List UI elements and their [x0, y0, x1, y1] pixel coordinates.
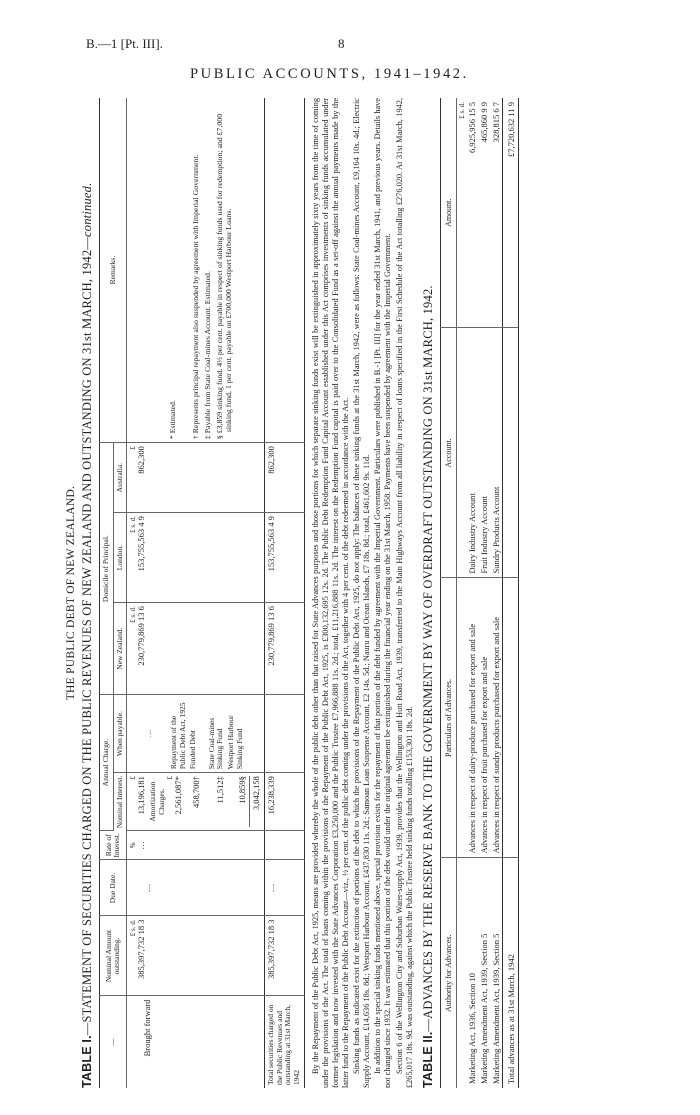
- remarks-cell: [127, 98, 265, 443]
- page-number: 8: [338, 36, 345, 51]
- table1-continued: continued.: [80, 182, 94, 237]
- note-paragraph: Sinking funds as indicated exist for the extinction of portions of the debt to which the provisions of the Repayment of the Public Debt Act, 1925, do not apply: The balances of these sinking funds at the 31st March, 1942, were as follows: State Coal-mines Account, £9,164 10s. 4d.; Electric Supply Account, £14,636 18s. 8d.; Westport Harbour Account, £437,830 11s. 2d.; Samoan Loan Suspense Account, £2 14s. 5d.; Nauru and Ocean Islands, £7 18s. 8d.; total, £461,602 9s. 11d.: [352, 98, 372, 1088]
- total-interest: 16,238,339: [265, 773, 305, 831]
- table2-unit: £ s. d.: [456, 98, 467, 328]
- unit-lsd-london: £ s. d.: [129, 516, 138, 533]
- due-date-dash: …: [127, 860, 265, 916]
- state-coal-value: 11,512‡: [214, 776, 225, 804]
- brought-forward-london: 153,755,563 4 9: [136, 516, 147, 572]
- table-row: [491, 98, 503, 1088]
- row-authority: Marketing Act, 1936, Section 10: [467, 973, 478, 1084]
- unit-pound-2: £: [166, 776, 175, 780]
- table2-title: [421, 98, 436, 1088]
- row-account: Fruit Industry Account: [479, 328, 491, 578]
- debt-title: THE PUBLIC DEBT OF NEW ZEALAND.: [65, 485, 77, 701]
- note-paragraph: By the Repayment of the Public Debt Act, 1925, means are provided whereby the whole of the public debt other than that raised for State Advances purposes and those portions for which separate sinking funds exist will be extinguished in approximately sixty years from the time of coming under the provisions of the Act. The total of loans coming within the provisions of the Repayment of the Public Debt Act, 1925, is £300,132,695 12s. 2d. The Public Debt Redemption Fund Capital Account established under this Act comprises investments of sinking funds accumulated under former legislation and now invested with the State Advances Corporation £3,250,000 and the Public Trustee £7,966,888 11s. 2d.; total, £11,216,888 11s. 2d. The interest on the Redemption Fund capital is paid over to the Consolidated Fund as a set-off against the annual payments made by the latter fund to the Repayment of the Public Debt Account—viz., ½ per cent. of the public debt coming under the provisions of the Act, together with 4 per cent. of the debt redeemed in accordance with the Act.: [310, 98, 351, 1088]
- table2-header-row: [440, 98, 456, 1088]
- col-remarks-header: Remarks.: [100, 98, 127, 443]
- brought-forward-interest: 13,196,181: [136, 776, 147, 815]
- brought-forward-nominal-cell: [127, 916, 265, 996]
- col-rate-header: Rate of Interest.: [100, 831, 127, 860]
- row-particulars: Advances in respect of sundry products purchased for export and sale: [491, 578, 503, 858]
- unit-percent: %: [129, 842, 138, 849]
- table2-title-text: —ADVANCES BY THE RESERVE BANK TO THE GOVERNMENT BY WAY OF OVERDRAFT OUTSTANDING ON 31st MARCH, 1942.: [420, 285, 435, 1032]
- unit-pound: £: [129, 776, 138, 780]
- table1-title-text: —STATEMENT OF SECURITIES CHARGED ON THE PUBLIC REVENUES OF NEW ZEALAND AND OUTSTANDING ON 31st MARCH, 1942—: [80, 237, 94, 1036]
- col-when-payable-header: When payable.: [113, 695, 127, 773]
- row-account: Dairy Industry Account: [467, 328, 479, 578]
- amortization-value: 2,561,087*: [173, 776, 184, 815]
- remark-state-coal: ‡ Payable from State Coal-mines Account. Estimated.: [203, 271, 213, 440]
- remark-principal: † Represents principal repayment also suspended by agreement with Imperial Government.: [191, 154, 201, 440]
- total-australia: 862,300: [265, 443, 305, 513]
- note-paragraph: Section 6 of the Wellington City and Suburban Water-supply Act, 1939, provides that the Wellington and Hutt Road Act, 1939, transferred to the Main Highways Account from all liability in respect of loans specified in the First Schedule of the Act totalling £276,020. At 31st March, 1942, £265,017 18s. 9d. was outstanding, against which the Public Trustee held sinking funds totalling £153,301 18s. 2d.: [394, 98, 414, 1088]
- westport-value: 10,859§: [238, 776, 251, 827]
- australia-cell: [127, 443, 265, 513]
- col-annual-charge-header: Annual Charge.: [100, 695, 114, 831]
- row-particulars: Advances in respect of dairy-produce purchased for export and sale: [467, 578, 479, 858]
- unit-pound-aus: £: [129, 446, 138, 450]
- col-amount-header: Amount.: [440, 98, 456, 328]
- col-nominal-interest-header: Nominal Interest.: [113, 773, 127, 831]
- note-paragraph: In addition to the special sinking funds mentioned above, special provision exists for the repayment of that portion of the debt funded by agreement with the Imperial Government. Particulars were published in B.-1 [Pt. III] for the year ended 31st March, 1941, and previous years. Details have not changed since 1932. It was estimated that this portion of the debt would under the original agreement be extinguished during the financial year ending on the 31st March, 1958. Payments have been suspended by agreement with the Imperial Government.: [373, 98, 393, 1088]
- table2-total-label: Total advances as at 31st March, 1942: [503, 858, 519, 1088]
- col-particulars-header: Particulars of Advances.: [440, 578, 456, 858]
- pay-repayment-act: Repayment of the Public Debt Act, 1925: [168, 702, 187, 770]
- table1-header-row: [100, 98, 114, 1088]
- row-particulars: Advances in respect of fruit purchased for export and sale: [479, 578, 491, 858]
- brought-forward-australia: 862,300: [136, 446, 147, 474]
- amortization-label: Amortization Charges.: [148, 781, 166, 822]
- col-london-header: London.: [113, 513, 127, 603]
- rate-dash: …: [136, 841, 147, 850]
- document-code: B.—1 [Pt. III].: [86, 36, 163, 51]
- table1-label: TABLE I.: [80, 1035, 94, 1088]
- col-domicile-header: Domicile of Principal.: [100, 443, 114, 695]
- table1: [99, 98, 305, 1088]
- total-rate-cell: [265, 831, 305, 860]
- table2-total-row: [503, 98, 519, 1088]
- row-authority: Marketing Amendment Act, 1939, Section 5: [490, 933, 501, 1084]
- total-nominal: 385,397,732 18 3: [265, 916, 305, 996]
- table2: [440, 98, 519, 1088]
- unit-spacer-1: [456, 858, 467, 1088]
- row-amount: 6,925,956 15 5: [467, 98, 479, 328]
- total-payable-cell: [265, 695, 305, 773]
- total-nz: 230,779,869 13 6: [265, 603, 305, 695]
- col-australia-header: Australia.: [113, 443, 127, 513]
- row-account: Sundry Products Account: [491, 328, 503, 578]
- unit-spacer-2: [456, 578, 467, 858]
- table1-brought-forward-row: [127, 98, 265, 1088]
- brought-forward-nz: 230,779,869 13 6: [136, 606, 147, 666]
- annual-subtotal: 3,042,158: [251, 776, 262, 811]
- total-label: Total securities charged on the Public Revenues and outstanding at 31st March, 1942: [265, 996, 305, 1088]
- unit-lsd: £ s. d.: [129, 919, 138, 937]
- row-authority: Marketing Amendment Act, 1939, Section 5: [478, 933, 489, 1084]
- row-amount: 328,815 6 7: [491, 98, 503, 328]
- col-account-header: Account.: [440, 328, 456, 578]
- total-remarks-cell: [265, 98, 305, 443]
- running-title: PUBLIC ACCOUNTS, 1941–1942.: [190, 66, 469, 82]
- brought-forward-interest-cell: [127, 773, 265, 831]
- table1-title: [80, 98, 95, 1088]
- row-amount: 465,860 9 9: [479, 98, 491, 328]
- explanatory-notes: [311, 98, 415, 1088]
- table2-label: TABLE II.: [420, 1031, 435, 1088]
- col-blank-header: —: [100, 996, 127, 1088]
- london-cell: [127, 513, 265, 603]
- remark-estimated: * Estimated.: [168, 400, 178, 440]
- nz-cell: [127, 603, 265, 695]
- table2-total-amount: £7,720,632 11 9: [503, 98, 519, 328]
- brought-forward-label: Brought forward: [142, 999, 153, 1057]
- table-row: [479, 98, 491, 1088]
- table2-unit-row: [456, 98, 467, 1088]
- pay-state-coal: State Coal-mines Sinking Fund: [206, 717, 225, 770]
- pay-westport: Westport Harbour Sinking Fund: [226, 715, 244, 770]
- rate-cell: [127, 831, 265, 860]
- total-london: 153,755,563 4 9: [265, 513, 305, 603]
- when-payable-cell: [127, 695, 265, 773]
- col-authority-header: Authority for Advances.: [440, 858, 456, 1088]
- col-new-zealand-header: New Zealand.: [113, 603, 127, 695]
- table-row: [467, 98, 479, 1088]
- remark-westport: § £3,859 sinking fund, 4½ per cent. payable in respect of sinking funds used for redemption; and £7,000 sinking fund, 1 per cent. payable on £700,000 Westport Harbour Loans.: [215, 113, 234, 440]
- funded-debt-value: 458,700†: [191, 776, 202, 809]
- interest-payable-dash: …: [144, 729, 154, 738]
- table1-total-row: [265, 98, 305, 1088]
- brought-forward-nominal: 385,397,732 18 3: [136, 919, 147, 979]
- unit-spacer-3: [456, 328, 467, 578]
- pay-funded-debt: Funded Debt: [188, 730, 198, 770]
- col-nominal-amount-header: Nominal Amount outstanding.: [100, 916, 127, 996]
- total-due-dash: …: [265, 860, 305, 916]
- total-spacer-2: [503, 328, 519, 578]
- col-due-date-header: Due Date.: [100, 860, 127, 916]
- total-spacer-1: [503, 578, 519, 858]
- unit-lsd-nz: £ s. d.: [129, 606, 138, 623]
- rotated-landscape-content: [63, 98, 643, 1088]
